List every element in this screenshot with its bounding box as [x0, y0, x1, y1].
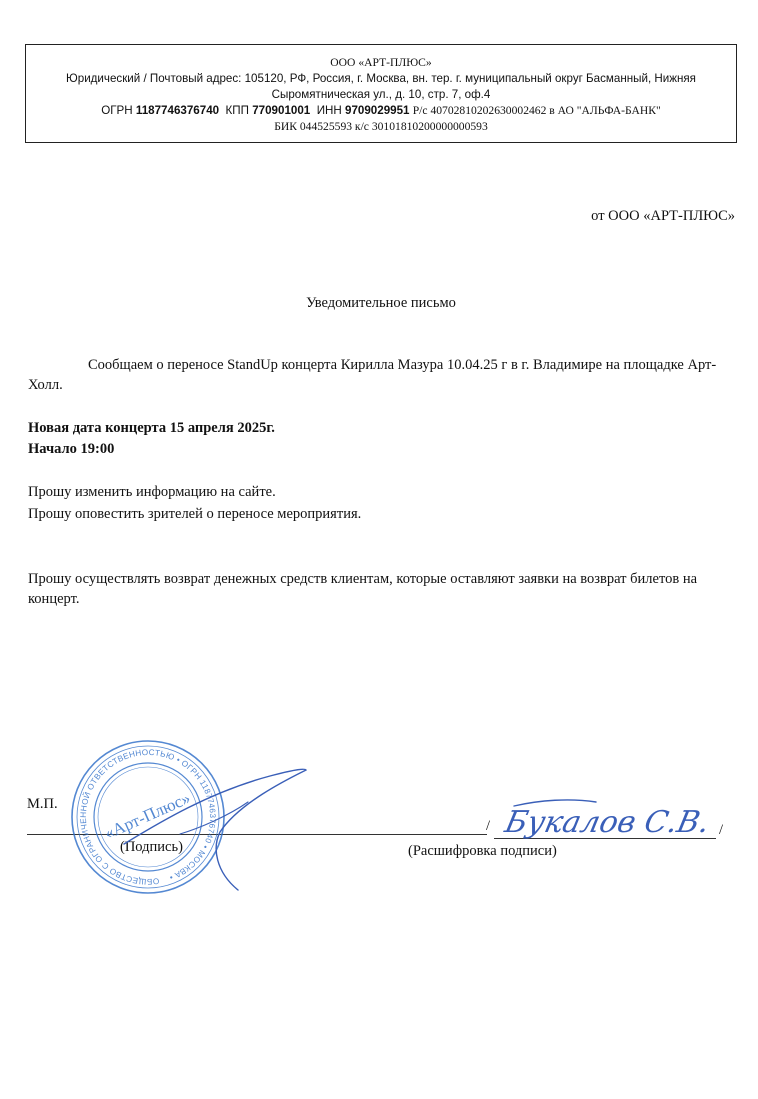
stamp-ring-text: ОБЩЕСТВО С ОГРАНИЧЕННОЙ ОТВЕТСТВЕННОСТЬЮ • ОГРН 1187746376740 • МОСКВА •	[78, 747, 218, 887]
letter-title: Уведомительное письмо	[306, 295, 456, 311]
inn-label: ИНН	[316, 104, 342, 117]
inn-value: 9709029951	[345, 104, 410, 117]
signature-caption: (Подпись)	[120, 839, 183, 855]
letterhead	[25, 44, 737, 143]
address-line-2: Сыромятническая ул., д. 10, стр. 7, оф.4	[271, 88, 491, 101]
slash-right: /	[719, 822, 724, 838]
handwritten-signature-icon	[500, 792, 730, 852]
start-time: Начало 19:00	[28, 441, 115, 457]
notice-text: Сообщаем о переносе StandUp концерта Кирилла Мазура 10.04.25 г в г. Владимире на площадке Арт-Холл.	[28, 357, 717, 393]
address-line-1: Юридический / Почтовый адрес: 105120, РФ, Россия, г. Москва, вн. тер. г. муниципальный округ Басманный, Нижняя	[66, 72, 696, 85]
ogrn-value: 1187746376740	[135, 104, 220, 117]
bank-details: БИК 044525593 к/с 30101810200000000593	[274, 120, 488, 133]
notice-paragraph	[28, 355, 718, 395]
requisites-line	[26, 103, 736, 119]
new-date: Новая дата концерта 15 апреля 2025г.	[28, 420, 275, 436]
kpp-label: КПП	[225, 104, 249, 117]
ogrn-label: ОГРН	[101, 104, 133, 117]
decoding-caption: (Расшифровка подписи)	[408, 843, 557, 859]
refund-paragraph: Прошу осуществлять возврат денежных средств клиентам, которые оставляют заявки на возврат билетов на концерт.	[28, 571, 698, 607]
request-website: Прошу изменить информацию на сайте.	[28, 484, 276, 500]
mp-label: М.П.	[27, 796, 58, 812]
request-notify: Прошу оповестить зрителей о переносе мероприятия.	[28, 506, 362, 522]
stamp-center-text: «Арт-Плюс»	[101, 788, 194, 843]
stamp-signature-icon	[120, 762, 320, 902]
kpp-value: 770901001	[252, 104, 311, 117]
slash-left: /	[486, 818, 491, 834]
company-name: ООО «АРТ-ПЛЮС»	[330, 56, 432, 69]
sender-line: от ООО «АРТ-ПЛЮС»	[591, 208, 735, 224]
bank-account: Р/с 40702810202630002462 в АО "АЛЬФА-БАНК"	[412, 104, 661, 117]
signature-handwriting: Букалов С.В.	[501, 805, 713, 840]
